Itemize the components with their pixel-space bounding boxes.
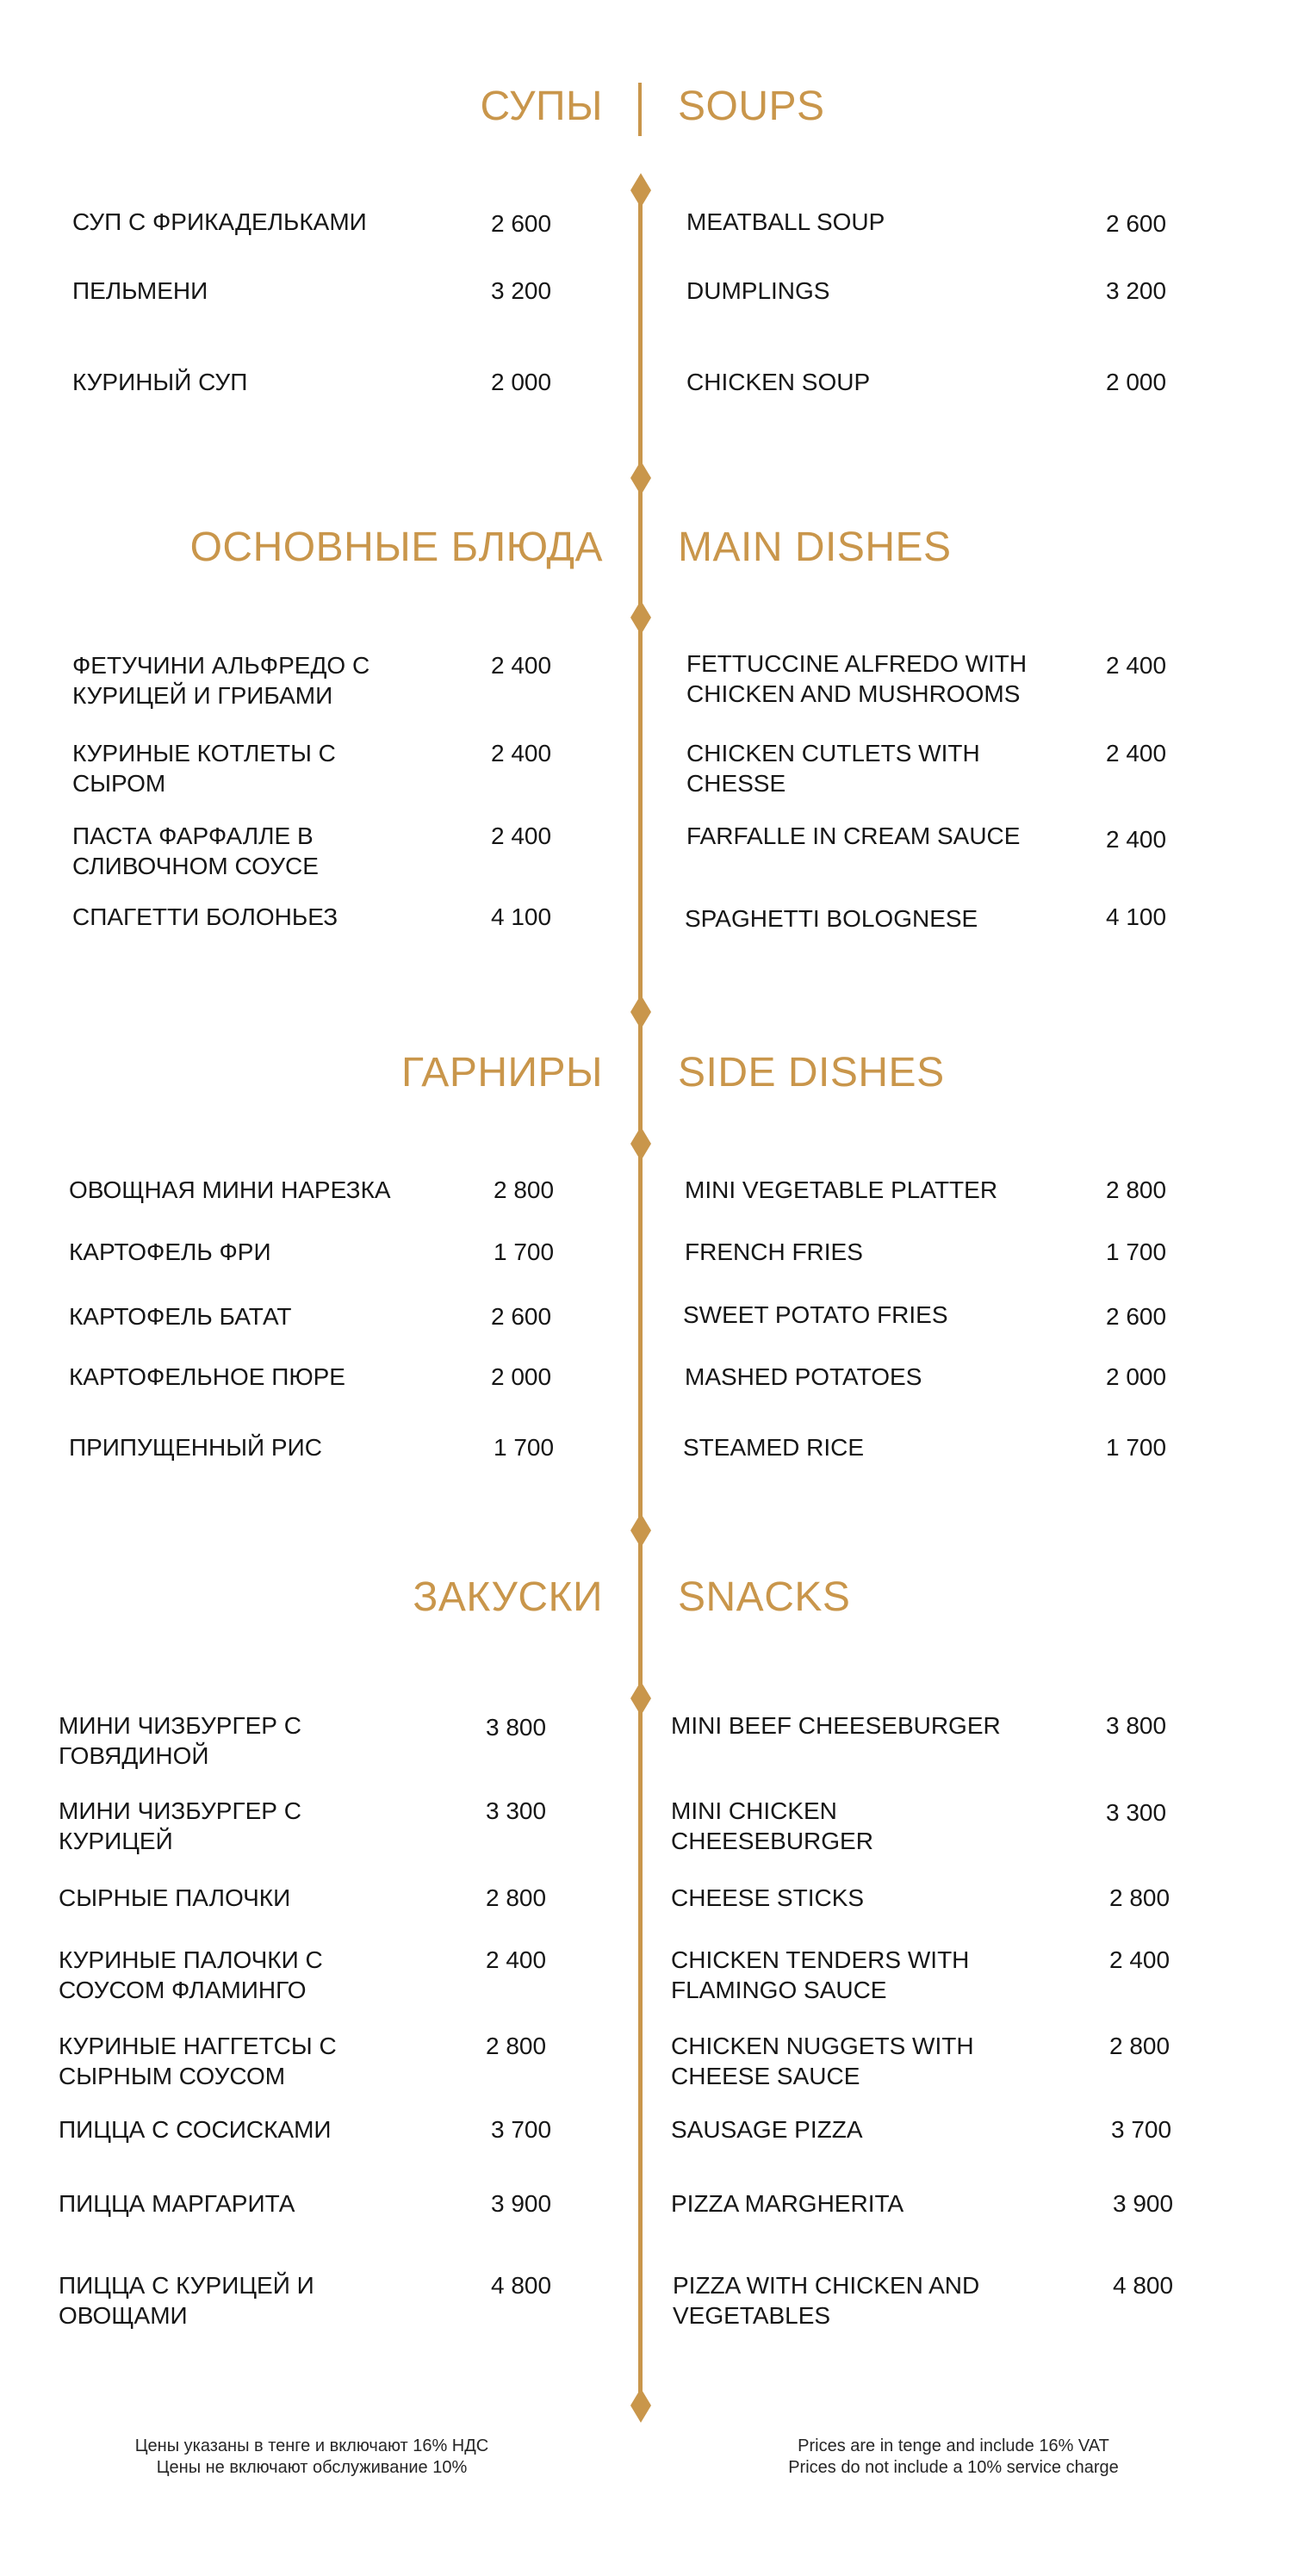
dish-price-en: 2 600 xyxy=(1106,1303,1167,1330)
dish-name-en: DUMPLINGS xyxy=(686,277,830,304)
section-title-sides-en: SIDE DISHES xyxy=(678,1050,945,1096)
dish-name-ru: КАРТОФЕЛЬ ФРИ xyxy=(69,1238,271,1265)
dish-name-ru: ПИЦЦА С СОСИСКАМИ xyxy=(59,2116,332,2143)
dish-price-ru: 2 800 xyxy=(486,1884,547,1911)
dish-price-en: 2 600 xyxy=(1106,210,1167,237)
dish-price-en: 2 400 xyxy=(1106,652,1167,679)
dish-price-en: 2 000 xyxy=(1106,1363,1167,1390)
dish-price-ru: 2 800 xyxy=(494,1176,555,1203)
section-title-soups-en: SOUPS xyxy=(678,84,825,129)
dish-name-ru: СУП С ФРИКАДЕЛЬКАМИ xyxy=(72,208,367,235)
heading-separator xyxy=(638,524,642,577)
dish-name-en: SPAGHETTI BOLOGNESE xyxy=(685,905,978,932)
dish-name-ru: ПЕЛЬМЕНИ xyxy=(72,277,208,304)
dish-name-en: SAUSAGE PIZZA xyxy=(671,2116,863,2143)
dish-name-ru: КУРИНЫЕ ПАЛОЧКИ С СОУСОМ ФЛАМИНГО xyxy=(59,1946,323,2003)
dish-price-en: 1 700 xyxy=(1106,1238,1167,1265)
dish-price-ru: 2 000 xyxy=(491,369,552,395)
dish-name-ru: ПИЦЦА МАРГАРИТА xyxy=(59,2190,295,2217)
dish-name-en: MEATBALL SOUP xyxy=(686,208,885,235)
dish-price-en: 3 900 xyxy=(1113,2190,1174,2217)
dish-price-ru: 2 400 xyxy=(491,822,552,849)
dish-name-en: CHEESE STICKS xyxy=(671,1884,865,1911)
section-title-soups-ru: СУПЫ xyxy=(480,84,603,129)
dish-name-en: CHICKEN NUGGETS WITH CHEESE SAUCE xyxy=(671,2033,974,2089)
dish-price-en: 2 400 xyxy=(1109,1946,1170,1973)
dish-price-ru: 2 400 xyxy=(491,740,552,767)
diamond-ornament-icon xyxy=(630,173,651,208)
dish-name-ru: ОВОЩНАЯ МИНИ НАРЕЗКА xyxy=(69,1176,391,1203)
diamond-ornament-icon xyxy=(630,1513,651,1548)
dish-price-ru: 4 100 xyxy=(491,903,552,930)
dish-name-en: MASHED POTATOES xyxy=(685,1363,922,1390)
diamond-ornament-icon xyxy=(630,995,651,1029)
dish-price-ru: 3 300 xyxy=(486,1797,547,1824)
dish-name-en: PIZZA MARGHERITA xyxy=(671,2190,904,2217)
dish-price-en: 3 800 xyxy=(1106,1712,1167,1739)
dish-name-ru: КУРИНЫЕ КОТЛЕТЫ С СЫРОМ xyxy=(72,740,336,797)
dish-name-en: CHICKEN CUTLETS WITH CHESSE xyxy=(686,740,980,797)
dish-name-ru: КАРТОФЕЛЬНОЕ ПЮРЕ xyxy=(69,1363,345,1390)
heading-separator xyxy=(638,83,642,136)
dish-name-en: FARFALLE IN CREAM SAUCE xyxy=(686,822,1021,849)
dish-name-en: CHICKEN SOUP xyxy=(686,369,871,395)
dish-name-ru: МИНИ ЧИЗБУРГЕР С КУРИЦЕЙ xyxy=(59,1797,301,1854)
footer-service-note-en: Prices do not include a 10% service charge xyxy=(788,2458,1119,2477)
dish-price-en: 3 300 xyxy=(1106,1799,1167,1826)
dish-name-en: CHICKEN TENDERS WITH FLAMINGO SAUCE xyxy=(671,1946,970,2003)
dish-name-en: PIZZA WITH CHICKEN AND VEGETABLES xyxy=(673,2272,980,2329)
dish-price-en: 2 400 xyxy=(1106,740,1167,767)
dish-name-ru: КУРИНЫЕ НАГГЕТСЫ С СЫРНЫМ СОУСОМ xyxy=(59,2033,337,2089)
dish-name-ru: ПАСТА ФАРФАЛЛЕ В СЛИВОЧНОМ СОУСЕ xyxy=(72,822,319,879)
dish-price-en: 3 700 xyxy=(1111,2116,1172,2143)
dish-price-en: 4 100 xyxy=(1106,903,1167,930)
dish-price-ru: 3 900 xyxy=(491,2190,552,2217)
dish-price-en: 2 800 xyxy=(1106,1176,1167,1203)
heading-separator xyxy=(638,1574,642,1627)
footer-note-ru xyxy=(88,2436,536,2479)
diamond-ornament-icon xyxy=(630,1681,651,1716)
section-title-sides-ru: ГАРНИРЫ xyxy=(401,1050,603,1096)
dish-name-en: MINI BEEF CHEESEBURGER xyxy=(671,1712,1001,1739)
section-title-snacks-en: SNACKS xyxy=(678,1574,851,1620)
dish-price-en: 3 200 xyxy=(1106,277,1167,304)
dish-name-en: FETTUCCINE ALFREDO WITH CHICKEN AND MUSHROOMS xyxy=(686,650,1028,707)
dish-price-ru: 3 800 xyxy=(486,1714,547,1741)
dish-price-en: 1 700 xyxy=(1106,1434,1167,1461)
dish-name-en: STEAMED RICE xyxy=(683,1434,865,1461)
footer-note-en xyxy=(730,2436,1177,2479)
dish-price-ru: 3 200 xyxy=(491,277,552,304)
footer-vat-note-en: Prices are in tenge and include 16% VAT xyxy=(798,2436,1109,2455)
dish-price-ru: 2 400 xyxy=(486,1946,547,1973)
dish-name-en: FRENCH FRIES xyxy=(685,1238,863,1265)
diamond-ornament-icon xyxy=(630,461,651,495)
diamond-ornament-icon xyxy=(630,600,651,635)
dish-name-en: MINI CHICKEN CHEESEBURGER xyxy=(671,1797,873,1854)
dish-name-ru: СЫРНЫЕ ПАЛОЧКИ xyxy=(59,1884,291,1911)
dish-name-ru: ПРИПУЩЕННЫЙ РИС xyxy=(69,1434,322,1461)
dish-price-ru: 2 000 xyxy=(491,1363,552,1390)
section-title-main-ru: ОСНОВНЫЕ БЛЮДА xyxy=(189,525,603,570)
dish-price-ru: 2 600 xyxy=(491,210,552,237)
dish-price-en: 2 000 xyxy=(1106,369,1167,395)
dish-name-ru: КУРИНЫЙ СУП xyxy=(72,369,248,395)
diamond-ornament-icon xyxy=(630,2388,651,2423)
heading-separator xyxy=(638,1049,642,1102)
dish-name-ru: СПАГЕТТИ БОЛОНЬЕЗ xyxy=(72,903,338,930)
section-title-main-en: MAIN DISHES xyxy=(678,525,952,570)
dish-name-ru: ФЕТУЧИНИ АЛЬФРЕДО С КУРИЦЕЙ И ГРИБАМИ xyxy=(72,652,370,709)
diamond-ornament-icon xyxy=(630,1127,651,1161)
dish-price-ru: 2 600 xyxy=(491,1303,552,1330)
dish-price-en: 4 800 xyxy=(1113,2272,1174,2299)
dish-price-ru: 3 700 xyxy=(491,2116,552,2143)
dish-price-en: 2 800 xyxy=(1109,2033,1170,2059)
dish-price-ru: 1 700 xyxy=(494,1434,555,1461)
dish-price-ru: 4 800 xyxy=(491,2272,552,2299)
dish-name-en: SWEET POTATO FRIES xyxy=(683,1301,948,1328)
dish-price-en: 2 400 xyxy=(1106,826,1167,853)
dish-price-ru: 1 700 xyxy=(494,1238,555,1265)
dish-name-ru: МИНИ ЧИЗБУРГЕР С ГОВЯДИНОЙ xyxy=(59,1712,301,1769)
dish-name-en: MINI VEGETABLE PLATTER xyxy=(685,1176,998,1203)
footer-vat-note-ru: Цены указаны в тенге и включают 16% НДС xyxy=(134,2436,489,2455)
footer-service-note-ru: Цены не включают обслуживание 10% xyxy=(156,2458,468,2477)
dish-price-en: 2 800 xyxy=(1109,1884,1170,1911)
dish-name-ru: ПИЦЦА С КУРИЦЕЙ И ОВОЩАМИ xyxy=(59,2272,314,2329)
dish-price-ru: 2 800 xyxy=(486,2033,547,2059)
dish-name-ru: КАРТОФЕЛЬ БАТАТ xyxy=(69,1303,292,1330)
section-title-snacks-ru: ЗАКУСКИ xyxy=(413,1574,603,1620)
dish-price-ru: 2 400 xyxy=(491,652,552,679)
